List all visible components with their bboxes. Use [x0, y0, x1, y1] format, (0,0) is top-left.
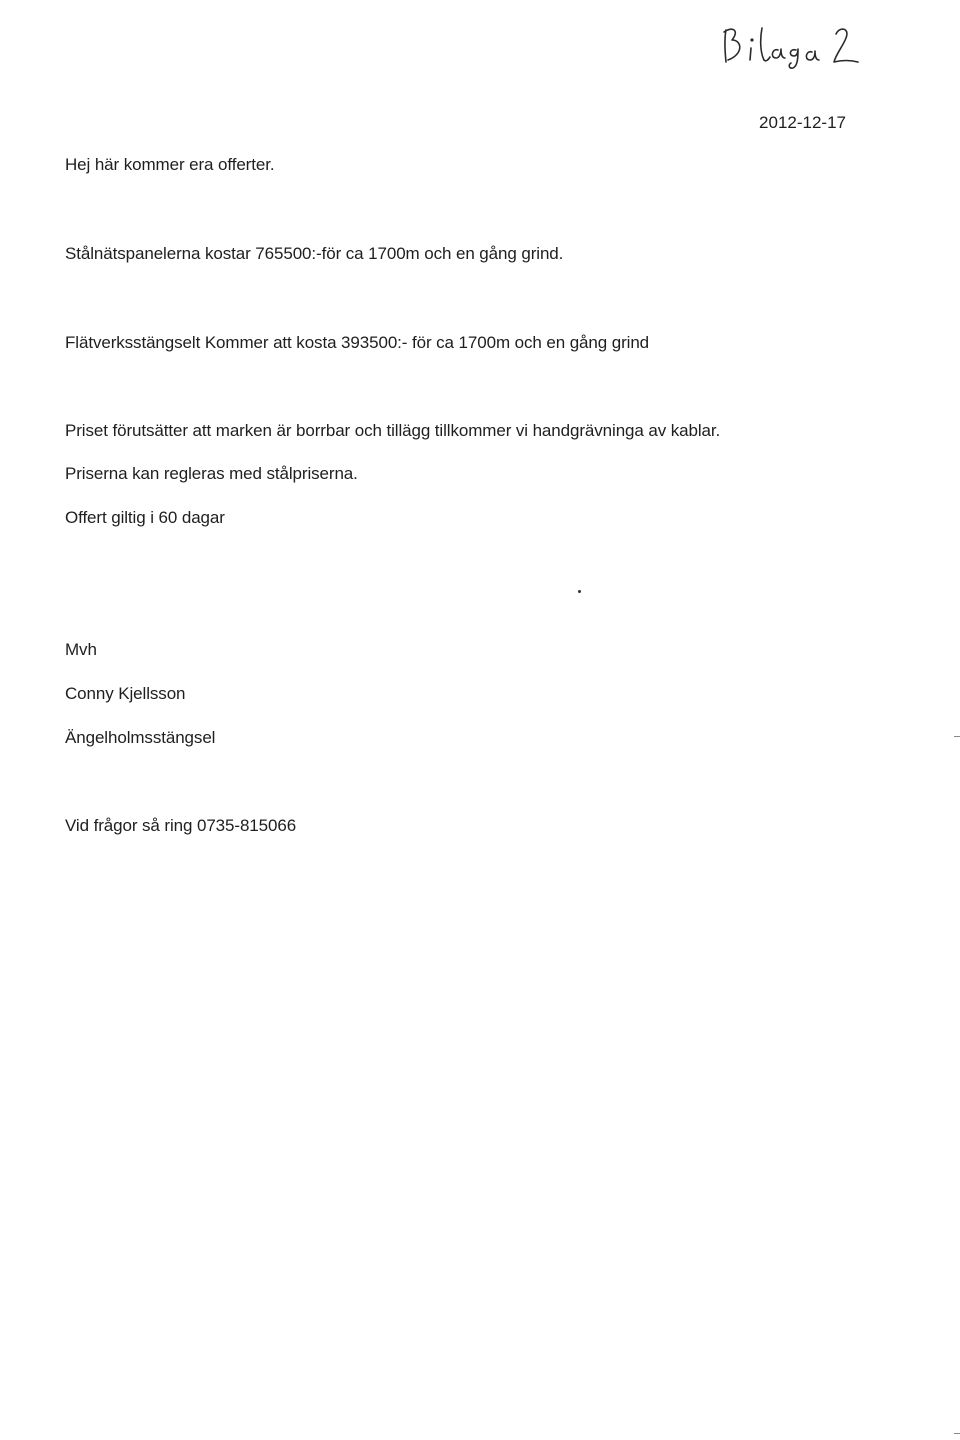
steel-price-condition-text: Priserna kan regleras med stålpriserna.	[65, 464, 358, 483]
closing-text: Mvh	[65, 640, 97, 659]
greeting-text: Hej här kommer era offerter.	[65, 155, 275, 174]
handwritten-annotation	[718, 22, 866, 70]
scan-edge-mark	[954, 736, 960, 737]
company-name: Ängelholmsstängsel	[65, 728, 216, 747]
stray-mark	[578, 590, 581, 593]
scan-edge-mark	[954, 1433, 960, 1434]
chain-link-offer-text: Flätverksstängselt Kommer att kosta 393500:- för ca 1700m och en gång grind	[65, 333, 650, 352]
steel-panel-offer-text: Stålnätspanelerna kostar 765500:-för ca 1700m och en gång grind.	[65, 244, 564, 263]
signer-name: Conny Kjellsson	[65, 684, 186, 703]
handwritten-annotation-drawing	[718, 22, 866, 70]
validity-text: Offert giltig i 60 dagar	[65, 508, 225, 527]
ground-condition-text: Priset förutsätter att marken är borrbar och tillägg tillkommer vi handgrävninga av kablar.	[65, 421, 721, 440]
contact-text: Vid frågor så ring 0735-815066	[65, 816, 297, 835]
letter-date: 2012-12-17	[759, 113, 846, 132]
